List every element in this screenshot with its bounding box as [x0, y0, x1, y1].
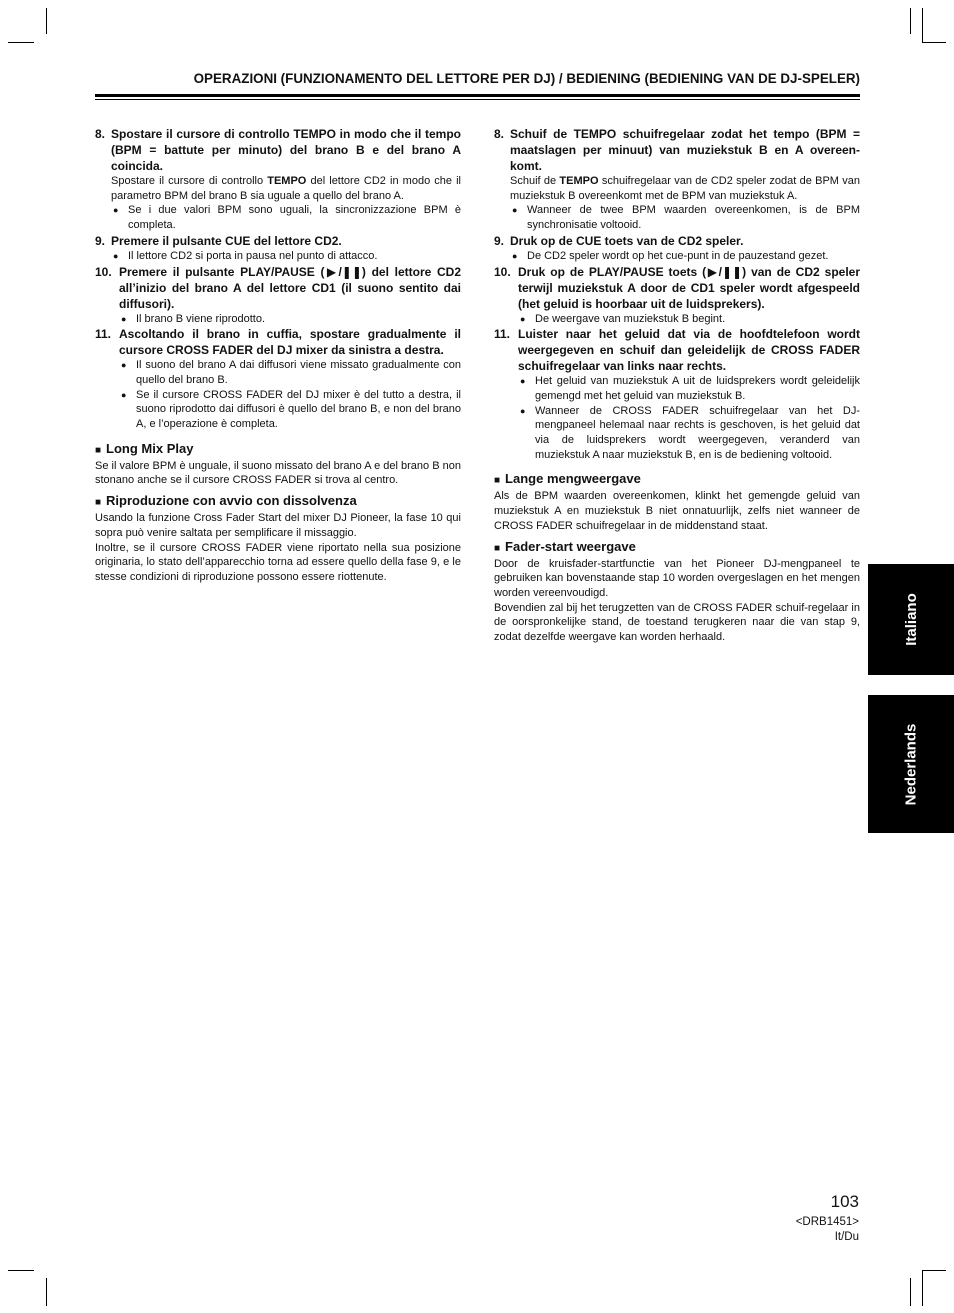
italian-column: [95, 126, 461, 585]
list-item: ● Il suono del brano A dai diffusori viene missato gradualmente con quello del brano B.: [121, 359, 461, 386]
crop-mark: [922, 1270, 923, 1306]
crop-mark: [46, 8, 47, 34]
bullet-icon: ●: [520, 405, 526, 416]
bullet-icon: ●: [121, 360, 127, 371]
list-item: ● Il lettore CD2 si porta in pausa nel punto di attacco.: [113, 249, 378, 262]
list-item: ● Wanneer de CROSS FADER schuifregelaar van het DJ-mengpaneel helemaal naar rechts is geschoven, is het geluid dat via de luidsprekers wordt weergegeven, veranderd van muziekstuk A naar muziekstuk B, en is de bediening voltooid.: [520, 404, 860, 461]
list-item: ● De weergave van muziekstuk B begint.: [520, 312, 726, 325]
step-11: 11. Ascoltando il brano in cuffia, spostare gradualmente il cursore CROSS FADER del DJ mixer da sinistra a destra.: [95, 327, 461, 358]
crop-mark: [910, 8, 911, 34]
section-heading: ■ Fader-start weergave: [494, 538, 636, 554]
header-rule-thick: [95, 94, 860, 97]
header-rule-thin: [95, 99, 860, 100]
crop-mark: [922, 42, 946, 43]
bullet-icon: ●: [113, 250, 119, 261]
step-8: 8. Schuif de TEMPO schuifregelaar zodat het tempo (BPM = maatslagen per minuut) van muziekstuk B en A overeen-komt.: [494, 127, 860, 173]
tab-italiano: Italiano: [868, 564, 954, 675]
crop-mark: [910, 1278, 911, 1306]
step-8-text: Schuif de TEMPO schuifregelaar van de CD2 speler zodat de BPM van muziekstuk B overeenkomt met de BPM van muziekstuk A.: [510, 175, 860, 202]
bullet-icon: ●: [512, 250, 518, 261]
step-8: 8. Spostare il cursore di controllo TEMPO in modo che il tempo (BPM = battute per minuto) del brano B e del brano A coincida.: [95, 127, 461, 173]
section-text: Se il valore BPM è unguale, il suono missato del brano A e del brano B non stonano anche se il cursore CROSS FADER si trova al centro.: [95, 459, 461, 487]
page-header-title: OPERAZIONI (FUNZIONAMENTO DEL LETTORE PER DJ) / BEDIENING (BEDIENING VAN DE DJ-SPELER): [193, 71, 860, 86]
crop-mark: [922, 8, 923, 42]
section-text: Bovendien zal bij het terugzetten van de CROSS FADER schuif-regelaar in de oorspronkelijke stand, de toestand terugkeren naar die van stap 9, zodat dezelfde weergave kan worden herhaald.: [494, 601, 860, 644]
crop-mark: [8, 1270, 34, 1271]
section-heading: ■ Lange mengweergave: [494, 471, 641, 487]
list-item: ● Wanneer de twee BPM waarden overeenkomen, is de BPM synchronisatie voltooid.: [512, 204, 860, 232]
crop-mark: [922, 1270, 946, 1271]
bullet-icon: ●: [121, 389, 127, 400]
section-heading: ■ Long Mix Play: [95, 440, 194, 456]
bullet-icon: ●: [520, 313, 526, 324]
step-11: 11. Luister naar het geluid dat via de hoofdtelefoon wordt weergegeven en schuif dan geleidelijk de CROSS FADER schuifregelaar van links naar rechts.: [494, 327, 860, 374]
section-text: Door de kruisfader-startfunctie van het Pioneer DJ-mengpaneel te gebruiken kan bovenstaande stap 10 worden overgeslagen en het mengen worden vereenvoudigd.: [494, 557, 860, 599]
list-item: ● Se il cursore CROSS FADER del DJ mixer è del tutto a destra, il suono riprodotto dai diffusori è quello del brano B, e non del brano A, e l’operazione è completa.: [121, 388, 461, 431]
list-item: ● Il brano B viene riprodotto.: [121, 312, 266, 325]
bullet-icon: ●: [121, 313, 127, 324]
section-text: Als de BPM waarden overeenkomen, klinkt het gemengde geluid van muziekstuk A en muziekstuk B niet onnatuurlijk, zelfs niet wanneer de CROSS FADER schuifregelaar in de middenstand staat.: [494, 490, 860, 532]
crop-mark: [8, 42, 34, 43]
crop-mark: [46, 1278, 47, 1306]
tab-nederlands: Nederlands: [868, 695, 954, 833]
bullet-icon: ●: [512, 205, 518, 216]
section-text: Usando la funzione Cross Fader Start del mixer DJ Pioneer, la fase 10 qui sopra può venire saltata per semplificare il missaggio.: [95, 512, 461, 539]
dutch-column: [494, 126, 860, 645]
list-item: ● De CD2 speler wordt op het cue-punt in de pauzestand gezet.: [512, 249, 829, 262]
section-text: Inoltre, se il cursore CROSS FADER viene riportato nella sua posizione originaria, lo stato dell’apparecchio torna ad essere quello della fase 9, e le stesse condizioni di riproduzione possono essere riottenute.: [95, 541, 461, 583]
square-marker-icon: ■: [494, 542, 501, 554]
section-heading: ■ Riproduzione con avvio con dissolvenza: [95, 493, 357, 509]
step-10: 10. Premere il pulsante PLAY/PAUSE (▶/❚❚) del lettore CD2 all’inizio del brano A del lettore CD1 (il suono sentito dai diffusori).: [95, 264, 461, 311]
step-9: 9. Premere il pulsante CUE del lettore CD2.: [95, 233, 342, 248]
document-code: <DRB1451> It/Du: [795, 1216, 859, 1243]
step-9: 9. Druk op de CUE toets van de CD2 speler.: [494, 233, 744, 248]
bullet-icon: ●: [113, 205, 119, 216]
square-marker-icon: ■: [95, 444, 102, 456]
step-10: 10. Druk op de PLAY/PAUSE toets (▶/❚❚) van de CD2 speler terwijl muziekstuk A door de CD1 speler wordt afgespeeld (het geluid is hoorbaar uit de luidsprekers).: [494, 264, 860, 311]
page-number: 103: [830, 1192, 859, 1211]
list-item: ● Se i due valori BPM sono uguali, la sincronizzazione BPM è completa.: [113, 204, 461, 232]
list-item: ● Het geluid van muziekstuk A uit de luidsprekers wordt geleidelijk gemengd met het geluid van muziekstuk B.: [520, 375, 860, 402]
step-8-text: Spostare il cursore di controllo TEMPO del lettore CD2 in modo che il parametro BPM del brano B sia uguale a quello del brano A.: [111, 175, 462, 202]
square-marker-icon: ■: [494, 475, 501, 487]
square-marker-icon: ■: [95, 497, 102, 509]
bullet-icon: ●: [520, 376, 526, 387]
